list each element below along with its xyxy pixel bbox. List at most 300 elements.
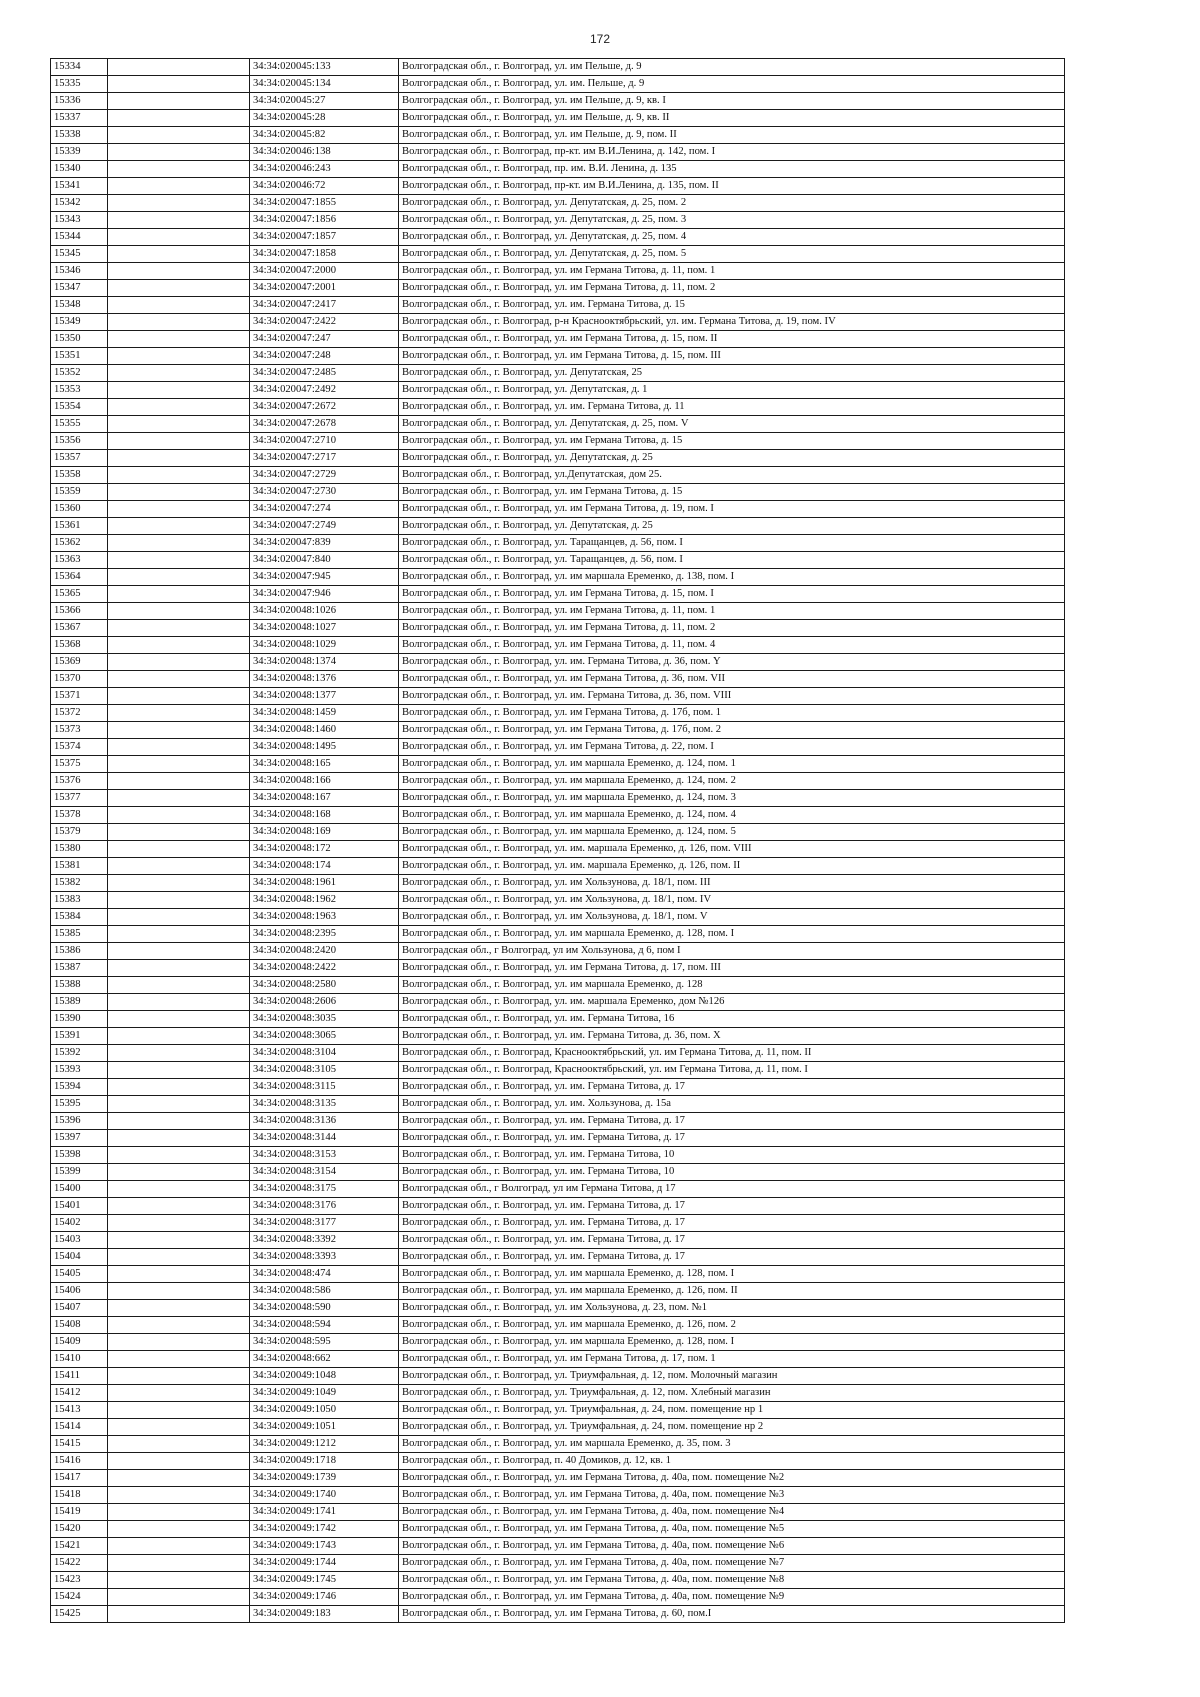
address-cell: Волгоградская обл., г. Волгоград, ул. Депутатская, д. 25, пом. 3 — [399, 212, 1065, 229]
empty-cell — [108, 1521, 250, 1538]
address-cell: Волгоградская обл., г. Волгоград, ул. им маршала Еременко, д. 124, пом. 1 — [399, 756, 1065, 773]
cadastral-number-cell: 34:34:020048:3177 — [250, 1215, 399, 1232]
empty-cell — [108, 1504, 250, 1521]
empty-cell — [108, 1249, 250, 1266]
cadastral-number-cell: 34:34:020049:183 — [250, 1606, 399, 1623]
table-row — [51, 1062, 1065, 1079]
empty-cell — [108, 739, 250, 756]
row-number-cell: 15362 — [51, 535, 108, 552]
table-row — [51, 977, 1065, 994]
cadastral-number-cell: 34:34:020047:2422 — [250, 314, 399, 331]
row-number-cell: 15396 — [51, 1113, 108, 1130]
address-cell: Волгоградская обл., г. Волгоград, ул. им Германа Титова, д. 40а, пом. помещение №2 — [399, 1470, 1065, 1487]
row-number-cell: 15402 — [51, 1215, 108, 1232]
cadastral-number-cell: 34:34:020048:1963 — [250, 909, 399, 926]
cadastral-number-cell: 34:34:020048:1495 — [250, 739, 399, 756]
empty-cell — [108, 654, 250, 671]
empty-cell — [108, 909, 250, 926]
row-number-cell: 15373 — [51, 722, 108, 739]
cadastral-number-cell: 34:34:020048:1459 — [250, 705, 399, 722]
address-cell: Волгоградская обл., г. Волгоград, ул. им Германа Титова, д. 15 — [399, 484, 1065, 501]
row-number-cell: 15361 — [51, 518, 108, 535]
table-row — [51, 1521, 1065, 1538]
cadastral-number-cell: 34:34:020047:1858 — [250, 246, 399, 263]
empty-cell — [108, 875, 250, 892]
empty-cell — [108, 280, 250, 297]
cadastral-number-cell: 34:34:020048:1376 — [250, 671, 399, 688]
address-cell: Волгоградская обл., г. Волгоград, ул. им маршала Еременко, д. 128 — [399, 977, 1065, 994]
table-row — [51, 569, 1065, 586]
empty-cell — [108, 1317, 250, 1334]
empty-cell — [108, 1130, 250, 1147]
cadastral-number-cell: 34:34:020048:2420 — [250, 943, 399, 960]
row-number-cell: 15356 — [51, 433, 108, 450]
address-cell: Волгоградская обл., г. Волгоград, ул. им Германа Титова, д. 11, пом. 2 — [399, 620, 1065, 637]
table-row — [51, 1351, 1065, 1368]
row-number-cell: 15412 — [51, 1385, 108, 1402]
empty-cell — [108, 1351, 250, 1368]
cadastral-number-cell: 34:34:020048:662 — [250, 1351, 399, 1368]
empty-cell — [108, 1164, 250, 1181]
address-cell: Волгоградская обл., г Волгоград, ул им Германа Титова, д 17 — [399, 1181, 1065, 1198]
table-row — [51, 1300, 1065, 1317]
table-row — [51, 892, 1065, 909]
row-number-cell: 15360 — [51, 501, 108, 518]
empty-cell — [108, 484, 250, 501]
address-cell: Волгоградская обл., г. Волгоград, ул. им. Германа Титова, д. 17 — [399, 1198, 1065, 1215]
address-cell: Волгоградская обл., г. Волгоград, ул. им. Германа Титова, 10 — [399, 1164, 1065, 1181]
table-row — [51, 484, 1065, 501]
cadastral-number-cell: 34:34:020047:946 — [250, 586, 399, 603]
empty-cell — [108, 1096, 250, 1113]
table-row — [51, 399, 1065, 416]
address-cell: Волгоградская обл., г. Волгоград, ул. им Пельше, д. 9, кв. II — [399, 110, 1065, 127]
address-cell: Волгоградская обл., г. Волгоград, ул. им Германа Титова, д. 17б, пом. 2 — [399, 722, 1065, 739]
table-row — [51, 841, 1065, 858]
cadastral-number-cell: 34:34:020046:243 — [250, 161, 399, 178]
registry-table — [50, 58, 1065, 1623]
table-row — [51, 1538, 1065, 1555]
address-cell: Волгоградская обл., г. Волгоград, ул. им маршала Еременко, д. 124, пом. 5 — [399, 824, 1065, 841]
address-cell: Волгоградская обл., г. Волгоград, ул. Депутатская, д. 1 — [399, 382, 1065, 399]
address-cell: Волгоградская обл., г. Волгоград, ул. им маршала Еременко, д. 126, пом. 2 — [399, 1317, 1065, 1334]
row-number-cell: 15357 — [51, 450, 108, 467]
cadastral-number-cell: 34:34:020047:2710 — [250, 433, 399, 450]
table-row — [51, 246, 1065, 263]
cadastral-number-cell: 34:34:020048:3153 — [250, 1147, 399, 1164]
row-number-cell: 15365 — [51, 586, 108, 603]
empty-cell — [108, 1453, 250, 1470]
row-number-cell: 15375 — [51, 756, 108, 773]
table-row — [51, 1079, 1065, 1096]
cadastral-number-cell: 34:34:020049:1212 — [250, 1436, 399, 1453]
empty-cell — [108, 246, 250, 263]
row-number-cell: 15346 — [51, 263, 108, 280]
row-number-cell: 15392 — [51, 1045, 108, 1062]
table-row — [51, 722, 1065, 739]
empty-cell — [108, 399, 250, 416]
cadastral-number-cell: 34:34:020048:1961 — [250, 875, 399, 892]
address-cell: Волгоградская обл., г. Волгоград, ул. им. маршала Еременко, д. 126, пом. VIII — [399, 841, 1065, 858]
empty-cell — [108, 144, 250, 161]
address-cell: Волгоградская обл., г. Волгоград, ул. им. Хользунова, д. 15а — [399, 1096, 1065, 1113]
cadastral-number-cell: 34:34:020047:2000 — [250, 263, 399, 280]
row-number-cell: 15371 — [51, 688, 108, 705]
address-cell: Волгоградская обл., г. Волгоград, ул. им маршала Еременко, д. 124, пом. 3 — [399, 790, 1065, 807]
table-row — [51, 297, 1065, 314]
table-row — [51, 1334, 1065, 1351]
table-row — [51, 688, 1065, 705]
table-row — [51, 858, 1065, 875]
row-number-cell: 15340 — [51, 161, 108, 178]
empty-cell — [108, 59, 250, 76]
row-number-cell: 15350 — [51, 331, 108, 348]
table-row — [51, 348, 1065, 365]
cadastral-number-cell: 34:34:020048:1962 — [250, 892, 399, 909]
empty-cell — [108, 1283, 250, 1300]
empty-cell — [108, 76, 250, 93]
empty-cell — [108, 1079, 250, 1096]
cadastral-number-cell: 34:34:020047:839 — [250, 535, 399, 552]
empty-cell — [108, 1028, 250, 1045]
address-cell: Волгоградская обл., г. Волгоград, ул. Депутатская, д. 25, пом. 2 — [399, 195, 1065, 212]
address-cell: Волгоградская обл., г. Волгоград, ул. им маршала Еременко, д. 128, пом. I — [399, 1266, 1065, 1283]
table-row — [51, 1487, 1065, 1504]
empty-cell — [108, 960, 250, 977]
row-number-cell: 15400 — [51, 1181, 108, 1198]
cadastral-number-cell: 34:34:020047:2417 — [250, 297, 399, 314]
cadastral-number-cell: 34:34:020047:2672 — [250, 399, 399, 416]
address-cell: Волгоградская обл., г. Волгоград, ул. Депутатская, д. 25, пом. V — [399, 416, 1065, 433]
row-number-cell: 15359 — [51, 484, 108, 501]
address-cell: Волгоградская обл., г. Волгоград, ул. им Германа Титова, д. 11, пом. 2 — [399, 280, 1065, 297]
cadastral-number-cell: 34:34:020045:28 — [250, 110, 399, 127]
address-cell: Волгоградская обл., г. Волгоград, ул. Триумфальная, д. 12, пом. Молочный магазин — [399, 1368, 1065, 1385]
cadastral-number-cell: 34:34:020048:3392 — [250, 1232, 399, 1249]
row-number-cell: 15337 — [51, 110, 108, 127]
row-number-cell: 15363 — [51, 552, 108, 569]
cadastral-number-cell: 34:34:020048:3176 — [250, 1198, 399, 1215]
empty-cell — [108, 178, 250, 195]
cadastral-number-cell: 34:34:020047:945 — [250, 569, 399, 586]
row-number-cell: 15338 — [51, 127, 108, 144]
empty-cell — [108, 569, 250, 586]
cadastral-number-cell: 34:34:020047:2749 — [250, 518, 399, 535]
row-number-cell: 15407 — [51, 1300, 108, 1317]
row-number-cell: 15381 — [51, 858, 108, 875]
empty-cell — [108, 110, 250, 127]
table-row — [51, 739, 1065, 756]
cadastral-number-cell: 34:34:020048:1029 — [250, 637, 399, 654]
address-cell: Волгоградская обл., г. Волгоград, пр-кт. им В.И.Ленина, д. 135, пом. II — [399, 178, 1065, 195]
row-number-cell: 15379 — [51, 824, 108, 841]
address-cell: Волгоградская обл., г. Волгоград, ул. им. маршала Еременко, дом №126 — [399, 994, 1065, 1011]
empty-cell — [108, 382, 250, 399]
row-number-cell: 15393 — [51, 1062, 108, 1079]
empty-cell — [108, 1470, 250, 1487]
empty-cell — [108, 552, 250, 569]
registry-table-container — [50, 58, 1065, 1623]
cadastral-number-cell: 34:34:020047:2730 — [250, 484, 399, 501]
row-number-cell: 15376 — [51, 773, 108, 790]
table-row — [51, 1606, 1065, 1623]
address-cell: Волгоградская обл., г. Волгоград, ул. им Германа Титова, д. 19, пом. I — [399, 501, 1065, 518]
empty-cell — [108, 1436, 250, 1453]
cadastral-number-cell: 34:34:020048:174 — [250, 858, 399, 875]
empty-cell — [108, 93, 250, 110]
table-row — [51, 671, 1065, 688]
table-row — [51, 1130, 1065, 1147]
empty-cell — [108, 212, 250, 229]
cadastral-number-cell: 34:34:020047:2729 — [250, 467, 399, 484]
address-cell: Волгоградская обл., г. Волгоград, ул.Депутатская, дом 25. — [399, 467, 1065, 484]
row-number-cell: 15416 — [51, 1453, 108, 1470]
cadastral-number-cell: 34:34:020048:1027 — [250, 620, 399, 637]
table-row — [51, 1181, 1065, 1198]
address-cell: Волгоградская обл., г. Волгоград, ул. им Пельше, д. 9, пом. II — [399, 127, 1065, 144]
empty-cell — [108, 1181, 250, 1198]
row-number-cell: 15382 — [51, 875, 108, 892]
table-row — [51, 994, 1065, 1011]
row-number-cell: 15409 — [51, 1334, 108, 1351]
address-cell: Волгоградская обл., г. Волгоград, ул. им. Германа Титова, д. 17 — [399, 1215, 1065, 1232]
empty-cell — [108, 892, 250, 909]
empty-cell — [108, 620, 250, 637]
empty-cell — [108, 722, 250, 739]
row-number-cell: 15339 — [51, 144, 108, 161]
address-cell: Волгоградская обл., г. Волгоград, ул. им маршала Еременко, д. 128, пом. I — [399, 1334, 1065, 1351]
empty-cell — [108, 1011, 250, 1028]
row-number-cell: 15410 — [51, 1351, 108, 1368]
address-cell: Волгоградская обл., г. Волгоград, ул. им. Германа Титова, д. 17 — [399, 1113, 1065, 1130]
table-row — [51, 654, 1065, 671]
table-row — [51, 1283, 1065, 1300]
empty-cell — [108, 756, 250, 773]
empty-cell — [108, 994, 250, 1011]
cadastral-number-cell: 34:34:020049:1050 — [250, 1402, 399, 1419]
row-number-cell: 15408 — [51, 1317, 108, 1334]
cadastral-number-cell: 34:34:020047:2678 — [250, 416, 399, 433]
row-number-cell: 15413 — [51, 1402, 108, 1419]
address-cell: Волгоградская обл., г. Волгоград, ул. им Германа Титова, д. 15, пом. I — [399, 586, 1065, 603]
cadastral-number-cell: 34:34:020049:1718 — [250, 1453, 399, 1470]
row-number-cell: 15422 — [51, 1555, 108, 1572]
empty-cell — [108, 926, 250, 943]
cadastral-number-cell: 34:34:020048:2606 — [250, 994, 399, 1011]
row-number-cell: 15352 — [51, 365, 108, 382]
table-row — [51, 501, 1065, 518]
empty-cell — [108, 348, 250, 365]
row-number-cell: 15386 — [51, 943, 108, 960]
table-row — [51, 229, 1065, 246]
table-row — [51, 76, 1065, 93]
table-row — [51, 59, 1065, 76]
empty-cell — [108, 127, 250, 144]
address-cell: Волгоградская обл., г. Волгоград, ул. им Германа Титова, д. 40а, пом. помещение №4 — [399, 1504, 1065, 1521]
table-row — [51, 535, 1065, 552]
cadastral-number-cell: 34:34:020048:3035 — [250, 1011, 399, 1028]
empty-cell — [108, 1487, 250, 1504]
table-row — [51, 467, 1065, 484]
address-cell: Волгоградская обл., г. Волгоград, ул. им Германа Титова, д. 11, пом. 1 — [399, 263, 1065, 280]
row-number-cell: 15348 — [51, 297, 108, 314]
address-cell: Волгоградская обл., г. Волгоград, ул. Депутатская, д. 25, пом. 4 — [399, 229, 1065, 246]
row-number-cell: 15423 — [51, 1572, 108, 1589]
empty-cell — [108, 1402, 250, 1419]
empty-cell — [108, 535, 250, 552]
empty-cell — [108, 637, 250, 654]
address-cell: Волгоградская обл., г. Волгоград, ул. им Пельше, д. 9, кв. I — [399, 93, 1065, 110]
address-cell: Волгоградская обл., г. Волгоград, пр. им. В.И. Ленина, д. 135 — [399, 161, 1065, 178]
empty-cell — [108, 1334, 250, 1351]
empty-cell — [108, 1385, 250, 1402]
address-cell: Волгоградская обл., г. Волгоград, ул. им Германа Титова, д. 40а, пом. помещение №8 — [399, 1572, 1065, 1589]
address-cell: Волгоградская обл., г. Волгоград, ул. Депутатская, д. 25 — [399, 450, 1065, 467]
empty-cell — [108, 1215, 250, 1232]
row-number-cell: 15335 — [51, 76, 108, 93]
address-cell: Волгоградская обл., г. Волгоград, ул. им Германа Титова, д. 15, пом. III — [399, 348, 1065, 365]
row-number-cell: 15370 — [51, 671, 108, 688]
cadastral-number-cell: 34:34:020048:168 — [250, 807, 399, 824]
address-cell: Волгоградская обл., г. Волгоград, ул. им маршала Еременко, д. 128, пом. I — [399, 926, 1065, 943]
row-number-cell: 15390 — [51, 1011, 108, 1028]
empty-cell — [108, 1232, 250, 1249]
address-cell: Волгоградская обл., г. Волгоград, ул. им. Германа Титова, д. 17 — [399, 1232, 1065, 1249]
table-row — [51, 1419, 1065, 1436]
table-row — [51, 1113, 1065, 1130]
row-number-cell: 15387 — [51, 960, 108, 977]
empty-cell — [108, 1300, 250, 1317]
table-row — [51, 263, 1065, 280]
table-row — [51, 1317, 1065, 1334]
row-number-cell: 15354 — [51, 399, 108, 416]
empty-cell — [108, 1589, 250, 1606]
cadastral-number-cell: 34:34:020048:2422 — [250, 960, 399, 977]
table-row — [51, 1232, 1065, 1249]
table-row — [51, 365, 1065, 382]
row-number-cell: 15391 — [51, 1028, 108, 1045]
table-row — [51, 314, 1065, 331]
address-cell: Волгоградская обл., г. Волгоград, ул. им Пельше, д. 9 — [399, 59, 1065, 76]
empty-cell — [108, 858, 250, 875]
row-number-cell: 15374 — [51, 739, 108, 756]
cadastral-number-cell: 34:34:020048:3065 — [250, 1028, 399, 1045]
cadastral-number-cell: 34:34:020048:1374 — [250, 654, 399, 671]
row-number-cell: 15406 — [51, 1283, 108, 1300]
empty-cell — [108, 1538, 250, 1555]
empty-cell — [108, 943, 250, 960]
address-cell: Волгоградская обл., г. Волгоград, Краснооктябрьский, ул. им Германа Титова, д. 11, пом. I — [399, 1062, 1065, 1079]
empty-cell — [108, 1555, 250, 1572]
empty-cell — [108, 603, 250, 620]
cadastral-number-cell: 34:34:020048:3105 — [250, 1062, 399, 1079]
cadastral-number-cell: 34:34:020049:1051 — [250, 1419, 399, 1436]
empty-cell — [108, 841, 250, 858]
cadastral-number-cell: 34:34:020047:1856 — [250, 212, 399, 229]
row-number-cell: 15403 — [51, 1232, 108, 1249]
empty-cell — [108, 1147, 250, 1164]
table-row — [51, 1402, 1065, 1419]
cadastral-number-cell: 34:34:020048:3104 — [250, 1045, 399, 1062]
empty-cell — [108, 297, 250, 314]
address-cell: Волгоградская обл., г. Волгоград, ул. им Германа Титова, д. 40а, пом. помещение №3 — [399, 1487, 1065, 1504]
address-cell: Волгоградская обл., г. Волгоград, ул. им. Германа Титова, д. 36, пом. VIII — [399, 688, 1065, 705]
empty-cell — [108, 807, 250, 824]
cadastral-number-cell: 34:34:020045:27 — [250, 93, 399, 110]
address-cell: Волгоградская обл., г. Волгоград, ул. Депутатская, д. 25 — [399, 518, 1065, 535]
empty-cell — [108, 518, 250, 535]
cadastral-number-cell: 34:34:020048:3136 — [250, 1113, 399, 1130]
row-number-cell: 15418 — [51, 1487, 108, 1504]
table-row — [51, 433, 1065, 450]
address-cell: Волгоградская обл., г. Волгоград, Краснооктябрьский, ул. им Германа Титова, д. 11, пом. II — [399, 1045, 1065, 1062]
address-cell: Волгоградская обл., г. Волгоград, ул. им. Германа Титова, д. 15 — [399, 297, 1065, 314]
address-cell: Волгоградская обл., г. Волгоград, ул. им маршала Еременко, д. 124, пом. 4 — [399, 807, 1065, 824]
address-cell: Волгоградская обл., г. Волгоград, ул. Триумфальная, д. 24, пом. помещение нр 2 — [399, 1419, 1065, 1436]
address-cell: Волгоградская обл., г. Волгоград, ул. Триумфальная, д. 12, пом. Хлебный магазин — [399, 1385, 1065, 1402]
empty-cell — [108, 1113, 250, 1130]
empty-cell — [108, 195, 250, 212]
address-cell: Волгоградская обл., г. Волгоград, ул. им Хользунова, д. 23, пом. №1 — [399, 1300, 1065, 1317]
empty-cell — [108, 790, 250, 807]
address-cell: Волгоградская обл., г. Волгоград, ул. им Хользунова, д. 18/1, пом. IV — [399, 892, 1065, 909]
address-cell: Волгоградская обл., г. Волгоград, ул. им Хользунова, д. 18/1, пом. III — [399, 875, 1065, 892]
cadastral-number-cell: 34:34:020047:2485 — [250, 365, 399, 382]
table-row — [51, 1096, 1065, 1113]
row-number-cell: 15347 — [51, 280, 108, 297]
cadastral-number-cell: 34:34:020047:1855 — [250, 195, 399, 212]
row-number-cell: 15366 — [51, 603, 108, 620]
address-cell: Волгоградская обл., г. Волгоград, ул. им Германа Титова, д. 40а, пом. помещение №6 — [399, 1538, 1065, 1555]
row-number-cell: 15388 — [51, 977, 108, 994]
cadastral-number-cell: 34:34:020048:3115 — [250, 1079, 399, 1096]
address-cell: Волгоградская обл., г. Волгоград, ул. Таращанцев, д. 56, пом. I — [399, 535, 1065, 552]
row-number-cell: 15399 — [51, 1164, 108, 1181]
row-number-cell: 15425 — [51, 1606, 108, 1623]
row-number-cell: 15355 — [51, 416, 108, 433]
empty-cell — [108, 501, 250, 518]
cadastral-number-cell: 34:34:020048:3393 — [250, 1249, 399, 1266]
cadastral-number-cell: 34:34:020048:3144 — [250, 1130, 399, 1147]
empty-cell — [108, 688, 250, 705]
empty-cell — [108, 161, 250, 178]
cadastral-number-cell: 34:34:020048:3175 — [250, 1181, 399, 1198]
empty-cell — [108, 773, 250, 790]
address-cell: Волгоградская обл., г. Волгоград, ул. им маршала Еременко, д. 138, пом. I — [399, 569, 1065, 586]
address-cell: Волгоградская обл., г. Волгоград, ул. им Германа Титова, д. 11, пом. 1 — [399, 603, 1065, 620]
table-row — [51, 331, 1065, 348]
row-number-cell: 15349 — [51, 314, 108, 331]
table-row — [51, 960, 1065, 977]
empty-cell — [108, 1045, 250, 1062]
row-number-cell: 15345 — [51, 246, 108, 263]
address-cell: Волгоградская обл., г. Волгоград, ул. Депутатская, 25 — [399, 365, 1065, 382]
row-number-cell: 15342 — [51, 195, 108, 212]
table-row — [51, 1504, 1065, 1521]
address-cell: Волгоградская обл., г. Волгоград, ул. им. Германа Титова, 16 — [399, 1011, 1065, 1028]
table-row — [51, 1453, 1065, 1470]
table-row — [51, 807, 1065, 824]
address-cell: Волгоградская обл., г. Волгоград, ул. им. Германа Титова, д. 11 — [399, 399, 1065, 416]
table-row — [51, 280, 1065, 297]
address-cell: Волгоградская обл., г. Волгоград, ул. им. Германа Титова, д. 17 — [399, 1249, 1065, 1266]
row-number-cell: 15389 — [51, 994, 108, 1011]
row-number-cell: 15334 — [51, 59, 108, 76]
table-row — [51, 1555, 1065, 1572]
address-cell: Волгоградская обл., г. Волгоград, ул. им Германа Титова, д. 17б, пом. 1 — [399, 705, 1065, 722]
address-cell: Волгоградская обл., г. Волгоград, ул. им Германа Титова, д. 40а, пом. помещение №5 — [399, 1521, 1065, 1538]
empty-cell — [108, 824, 250, 841]
